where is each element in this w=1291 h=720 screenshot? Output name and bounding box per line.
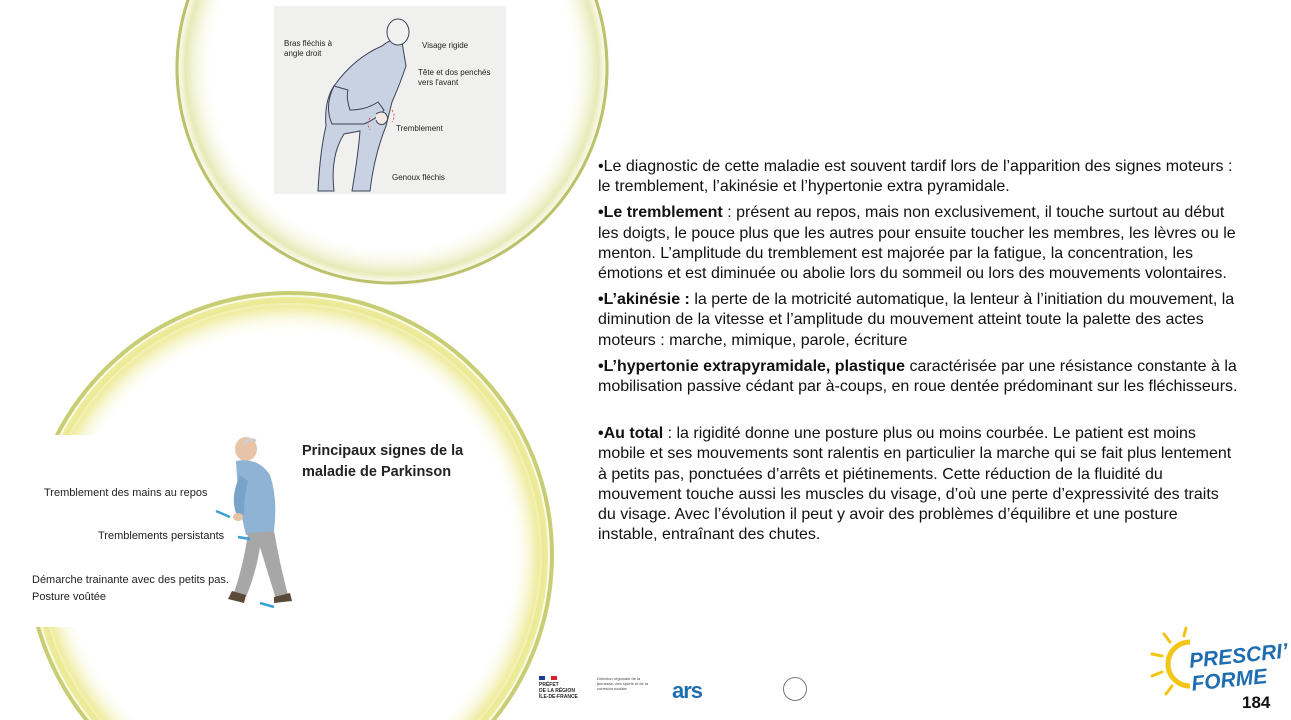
flag-icon [539,676,557,680]
paragraph-summary: •Au total : la rigidité donne une posture plus ou moins courbée. Le patient est moins mobile et ses mouvements sont ralentis en particulier la marche qui se fait plus lentement à petits pas, ponctuées d’arrêts et piétinements. Cette réduction de la fluidité du mouvement touche aussi les muscles du visage, d’où une perte d’expressivité des traits du visage. Avec l’évolution il peut y avoir des problèmes d’équilibre et une posture instable, entraînant des chutes. [598,425,1232,544]
label-persistent-tremor: Tremblements persistants [98,530,225,542]
paragraph-akinesia: •L’akinésie : la perte de la motricité automatique, la lenteur à l’initiation du mouvement, la diminution de la vitesse et l’amplitude du mouvement atteint toute la palette des actes moteurs : marche, mimique, parole, écriture [598,291,1235,349]
prefet-logo: PRÉFET DE LA RÉGION ÎLE-DE-FRANCE [539,676,585,706]
label-face: Visage rigide [422,41,469,50]
parkinson-signs-illustration [8,435,470,627]
label-gait: Démarche trainante avec des petits pas. [32,574,229,586]
label-posture: Posture voûtée [32,591,106,603]
ars-logo: ars [672,678,703,703]
drjscs-logo: Direction régionale de la jeunesse, des sports et de la cohésion sociale [597,676,648,691]
paragraph-diagnosis: •Le diagnostic de cette maladie est souvent tardif lors de l’apparition des signes moteurs : le tremblement, l’akinésie et l’hypertonie extra pyramidale. [598,158,1233,196]
prescriforme-logo: PRESCRI’ FORME [1188,639,1290,696]
partner-logos [527,672,817,714]
main-text [598,157,1238,551]
posture-illustration [274,6,506,194]
paragraph-hypertonia: •L’hypertonie extrapyramidale, plastique caractérisée par une résistance constante à la mobilisation passive cédant par à-coups, en roue dentée prédominant sur les fléchisseurs. [598,357,1238,396]
label-head: Tête et dos penchés vers l'avant [418,68,491,87]
figure-title: Principaux signes de la maladie de Parkinson [302,443,464,480]
label-arms: Bras fléchis à angle droit [284,39,333,58]
label-tremor: Tremblement [396,124,443,133]
label-hands-tremor: Tremblement des mains au repos [44,487,208,499]
page-number: 184 [1242,693,1271,712]
stooped-man-drawing [274,6,506,194]
paragraph-tremor: •Le tremblement : présent au repos, mais non exclusivement, il touche surtout au début les doigts, le pouce plus que les autres pour ensuite toucher les membres, les lèvres ou le menton. L’amplitude du tremblement est majorée par la fatigue, la concentration, les émotions et est diminuée ou abolie lors du sommeil ou lors des mouvements volontaires. [598,204,1236,283]
label-knees: Genoux fléchis [392,173,445,182]
seal-icon [783,677,807,701]
